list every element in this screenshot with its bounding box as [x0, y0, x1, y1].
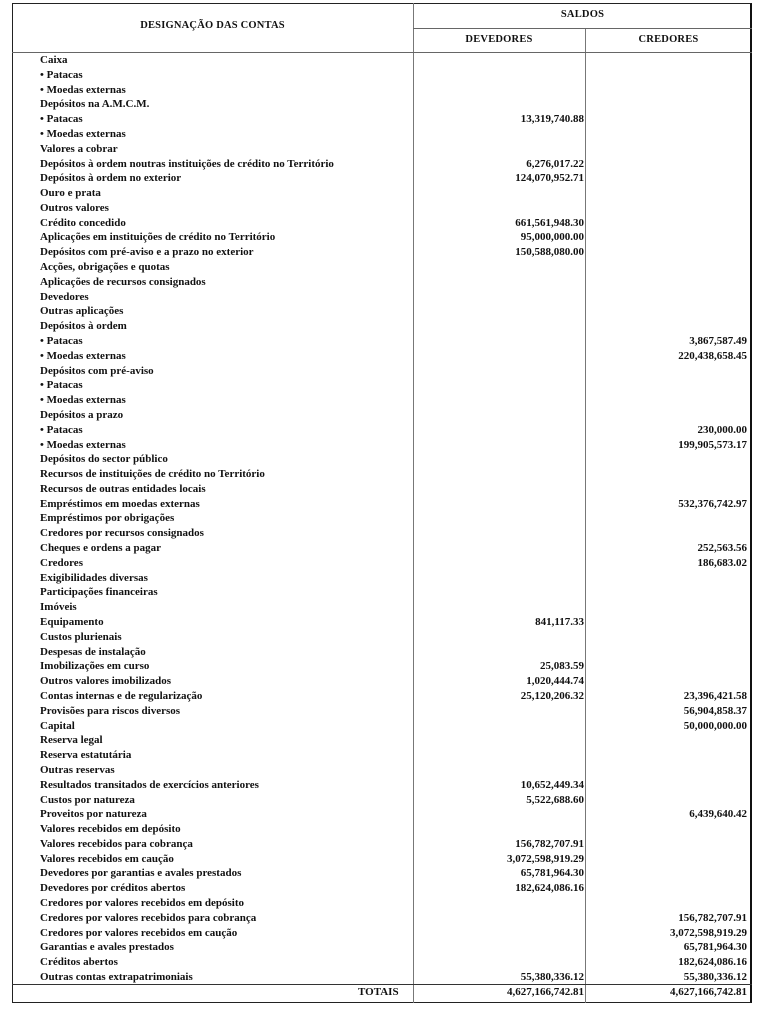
credit-balance: 3,867,587.49 — [689, 335, 747, 347]
credit-balance: 23,396,421.58 — [683, 689, 747, 702]
account-name: Reserva legal — [40, 734, 103, 747]
table-row — [0, 68, 763, 83]
account-name: Credores por valores recebidos em depósito — [40, 897, 244, 910]
account-name: • Patacas — [40, 335, 83, 347]
debit-balance: 95,000,000.00 — [520, 231, 584, 244]
account-name: Outras aplicações — [40, 305, 124, 318]
table-row — [0, 630, 763, 645]
account-name: Outras reservas — [40, 763, 115, 776]
table-row — [0, 319, 763, 334]
account-name: Depósitos à ordem noutras instituições de crédito no Território — [40, 157, 334, 170]
table-row — [0, 526, 763, 541]
credit-balance: 65,781,964.30 — [683, 941, 747, 954]
account-name: Custos por natureza — [40, 793, 135, 806]
table-row — [0, 260, 763, 275]
credit-balance: 56,904,858.37 — [683, 704, 747, 717]
account-name: Crédito concedido — [40, 216, 126, 229]
debit-balance: 25,120,206.32 — [520, 689, 584, 702]
account-name: Cheques e ordens a pagar — [40, 542, 162, 555]
table-row — [0, 511, 763, 526]
account-name: • Moedas externas — [40, 83, 126, 96]
account-name: Devedores — [40, 290, 89, 303]
credit-balance: 156,782,707.91 — [678, 911, 747, 924]
account-name: Empréstimos por obrigações — [40, 512, 175, 525]
table-row — [0, 378, 763, 393]
table-row — [0, 438, 763, 453]
account-name: Aplicações em instituições de crédito no Território — [40, 231, 276, 244]
account-name: Equipamento — [40, 616, 104, 629]
account-name: Provisões para riscos diversos — [40, 704, 181, 717]
table-row — [0, 83, 763, 98]
table-row — [0, 275, 763, 290]
table-row — [0, 763, 763, 778]
table-row — [0, 748, 763, 763]
account-name: Aplicações de recursos consignados — [40, 275, 206, 288]
account-name: Acções, obrigações e quotas — [40, 261, 170, 274]
credit-balance: 6,439,640.42 — [689, 808, 747, 821]
totals-label: TOTAIS — [358, 986, 399, 998]
debit-balance: 25,083.59 — [540, 660, 584, 673]
header-devedores: DEVEDORES — [465, 34, 533, 45]
header-saldos: SALDOS — [560, 9, 605, 20]
credit-balance: 252,563.56 — [697, 542, 747, 555]
account-name: Recursos de outras entidades locais — [40, 482, 206, 495]
account-name: Depósitos à ordem — [40, 320, 127, 333]
table-row — [0, 852, 763, 867]
table-row — [0, 645, 763, 660]
table-row — [0, 822, 763, 837]
header-designation: DESIGNAÇÃO DAS CONTAS — [140, 20, 285, 31]
table-row — [0, 201, 763, 216]
table-row — [0, 349, 763, 364]
debit-balance: 156,782,707.91 — [515, 837, 584, 850]
account-name: Devedores por créditos abertos — [40, 882, 186, 895]
account-name: Depósitos na A.M.C.M. — [40, 98, 150, 111]
table-row — [0, 467, 763, 482]
account-name: Credores por valores recebidos em caução — [40, 926, 238, 939]
account-name: Garantias e avales prestados — [40, 941, 174, 954]
table-row — [0, 157, 763, 172]
table-row — [0, 896, 763, 911]
debit-balance: 182,624,086.16 — [515, 882, 584, 895]
account-name: Despesas de instalação — [40, 645, 146, 658]
table-row — [0, 615, 763, 630]
account-name: • Moedas externas — [40, 127, 126, 140]
table-row — [0, 807, 763, 822]
table-row — [0, 304, 763, 319]
account-name: Valores recebidos em caução — [40, 852, 174, 865]
account-name: Depósitos com pré-aviso — [40, 364, 154, 377]
table-row — [0, 940, 763, 955]
saldos-header-divider — [413, 28, 752, 29]
debit-balance: 1,020,444.74 — [526, 675, 584, 688]
table-row — [0, 659, 763, 674]
table-row — [0, 674, 763, 689]
table-row — [0, 778, 763, 793]
credit-balance: 186,683.02 — [697, 556, 747, 569]
table-row — [0, 245, 763, 260]
table-row — [0, 541, 763, 556]
account-name: Ouro e prata — [40, 187, 101, 200]
credit-balance: 182,624,086.16 — [678, 956, 747, 969]
account-name: Depósitos com pré-aviso e a prazo no exterior — [40, 246, 254, 259]
account-name: Resultados transitados de exercícios anteriores — [40, 778, 259, 791]
account-name: Valores recebidos para cobrança — [40, 837, 193, 850]
table-row — [0, 926, 763, 941]
table-row — [0, 881, 763, 896]
table-row — [0, 230, 763, 245]
table-row — [0, 571, 763, 586]
credit-balance: 220,438,658.45 — [678, 349, 747, 362]
table-row — [0, 452, 763, 467]
table-row — [0, 689, 763, 704]
table-row — [0, 585, 763, 600]
account-name: Capital — [40, 719, 75, 732]
account-name: Recursos de instituições de crédito no Território — [40, 468, 265, 481]
table-row — [0, 290, 763, 305]
table-row — [0, 423, 763, 438]
account-name: Valores recebidos em depósito — [40, 823, 181, 836]
table-row — [0, 837, 763, 852]
table-row — [0, 171, 763, 186]
header-credores: CREDORES — [638, 34, 699, 45]
table-row — [0, 793, 763, 808]
account-name: Credores — [40, 556, 83, 569]
account-name: Custos plurienais — [40, 630, 122, 643]
debit-balance: 6,276,017.22 — [526, 157, 584, 170]
account-name: Credores por valores recebidos para cobrança — [40, 911, 257, 924]
debit-balance: 55,380,336.12 — [520, 970, 584, 983]
credit-balance: 532,376,742.97 — [678, 497, 747, 510]
table-row — [0, 216, 763, 231]
table-row — [0, 408, 763, 423]
table-row — [0, 142, 763, 157]
table-row — [0, 733, 763, 748]
table-row — [0, 970, 763, 985]
account-name: Outros valores imobilizados — [40, 675, 171, 688]
debit-balance: 124,070,952.71 — [515, 172, 584, 185]
account-name: Devedores por garantias e avales prestados — [40, 867, 242, 880]
debit-balance: 661,561,948.30 — [515, 216, 584, 229]
account-name: • Patacas — [40, 423, 83, 436]
account-name: Imóveis — [40, 601, 77, 614]
account-name: Participações financeiras — [40, 586, 158, 599]
debit-balance: 841,117.33 — [535, 616, 584, 629]
account-name: Valores a cobrar — [40, 142, 118, 155]
account-name: • Patacas — [40, 68, 83, 81]
table-row — [0, 911, 763, 926]
table-row — [0, 364, 763, 379]
account-name: Proveitos por natureza — [40, 808, 147, 821]
totals-credores: 4,627,166,742.81 — [670, 986, 747, 998]
credit-balance: 199,905,573.17 — [678, 438, 747, 451]
account-name: Outros valores — [40, 201, 109, 214]
credit-balance: 3,072,598,919.29 — [670, 926, 747, 939]
account-name: Outras contas extrapatrimoniais — [40, 970, 193, 983]
debit-balance: 5,522,688.60 — [526, 793, 584, 806]
table-row — [0, 556, 763, 571]
debit-balance: 10,652,449.34 — [520, 778, 584, 791]
table-row — [0, 955, 763, 970]
table-row — [0, 334, 763, 349]
table-row — [0, 704, 763, 719]
debit-balance: 65,781,964.30 — [520, 867, 584, 880]
account-name: • Moedas externas — [40, 394, 126, 407]
table-row — [0, 719, 763, 734]
table-row — [0, 186, 763, 201]
table-row — [0, 600, 763, 615]
debit-balance: 150,588,080.00 — [515, 246, 584, 259]
account-name: • Patacas — [40, 379, 83, 392]
account-name: Contas internas e de regularização — [40, 689, 203, 702]
table-row — [0, 127, 763, 142]
account-name: Reserva estatutária — [40, 749, 132, 762]
account-name: • Moedas externas — [40, 438, 126, 451]
table-row — [0, 497, 763, 512]
table-row — [0, 97, 763, 112]
debit-balance: 3,072,598,919.29 — [507, 852, 584, 865]
account-name: Caixa — [40, 54, 68, 66]
table-row — [0, 866, 763, 881]
table-row — [0, 482, 763, 497]
account-name: Empréstimos em moedas externas — [40, 497, 200, 510]
table-row — [0, 393, 763, 408]
totals-devedores: 4,627,166,742.81 — [507, 986, 584, 998]
account-name: Credores por recursos consignados — [40, 527, 204, 540]
account-name: • Patacas — [40, 113, 83, 126]
table-row — [0, 53, 763, 68]
account-name: Depósitos a prazo — [40, 408, 124, 421]
account-name: Depósitos do sector público — [40, 453, 168, 466]
account-name: Imobilizações em curso — [40, 660, 150, 673]
table-row — [0, 112, 763, 127]
credit-balance: 230,000.00 — [697, 423, 747, 436]
credit-balance: 50,000,000.00 — [683, 719, 747, 732]
account-name: Depósitos à ordem no exterior — [40, 172, 182, 185]
account-name: Exigibilidades diversas — [40, 571, 148, 584]
debit-balance: 13,319,740.88 — [520, 113, 584, 126]
credit-balance: 55,380,336.12 — [683, 970, 747, 983]
account-name: Créditos abertos — [40, 956, 118, 969]
account-name: • Moedas externas — [40, 349, 126, 362]
